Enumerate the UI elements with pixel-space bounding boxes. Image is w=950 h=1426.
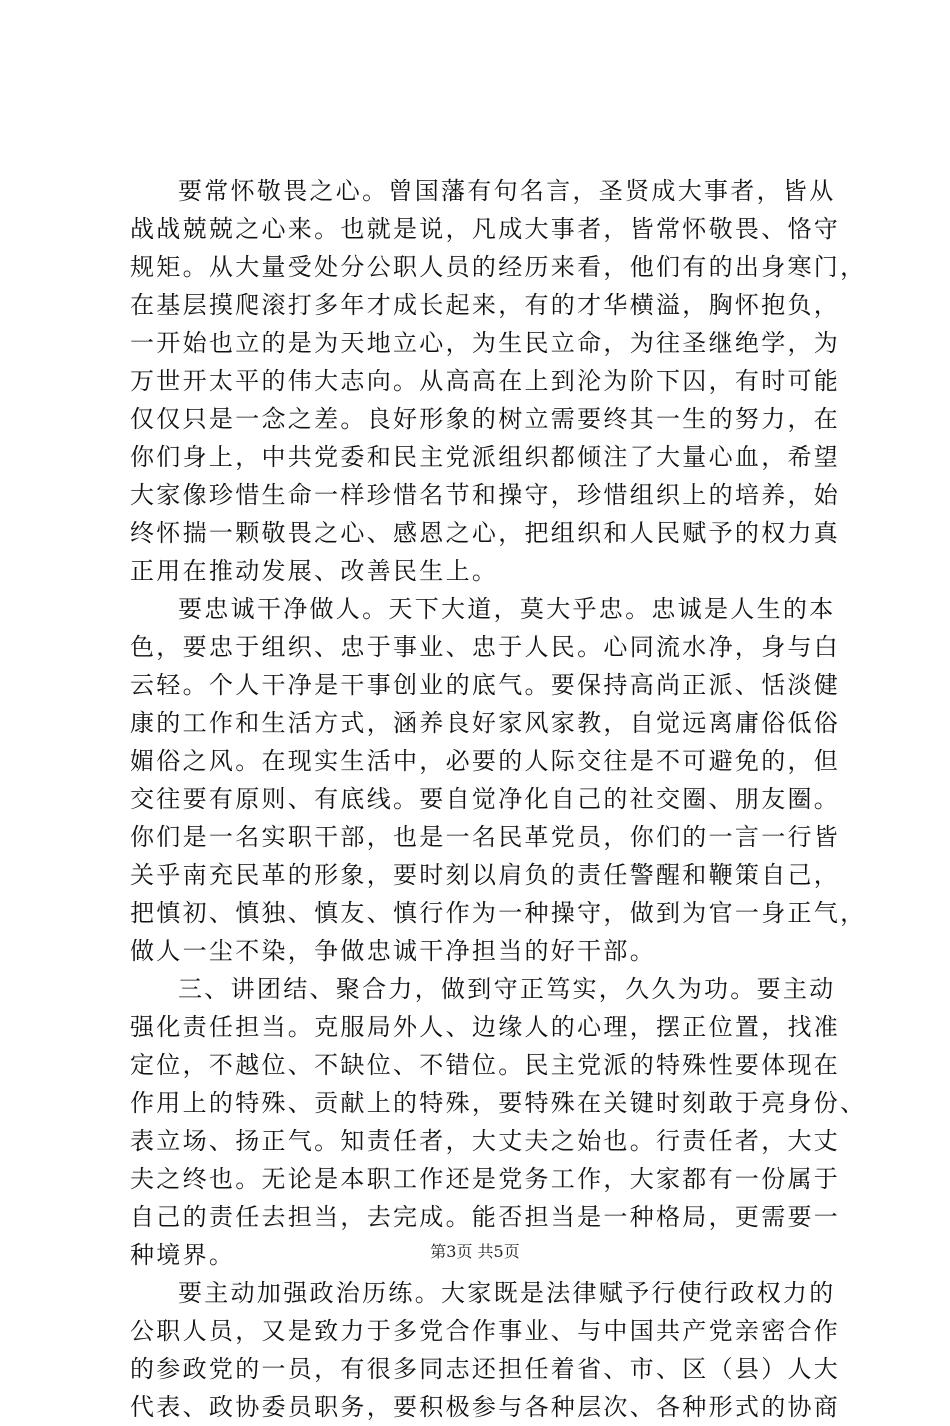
text-line: 大家像珍惜生命一样珍惜名节和操守，珍惜组织上的培养，始 bbox=[130, 481, 841, 509]
text-line: 万世开太平的伟大志向。从高高在上到沦为阶下囚，有时可能 bbox=[130, 367, 841, 395]
text-line: 表立场、扬正气。知责任者，大丈夫之始也。行责任者，大丈 bbox=[130, 1127, 841, 1155]
text-line: 代表、政协委员职务，要积极参与各种层次、各种形式的协商 bbox=[130, 1393, 841, 1421]
text-line: 终怀揣一颗敬畏之心、感恩之心，把组织和人民赋予的权力真 bbox=[130, 519, 841, 547]
text-line: 正用在推动发展、改善民生上。 bbox=[130, 557, 499, 585]
text-line: 你们是一名实职干部，也是一名民革党员，你们的一言一行皆 bbox=[130, 823, 841, 851]
text-line: 关乎南充民革的形象，要时刻以肩负的责任警醒和鞭策自己， bbox=[130, 861, 841, 889]
text-line: 要常怀敬畏之心。曾国藩有句名言，圣贤成大事者，皆从 bbox=[178, 177, 836, 205]
text-line: 要主动加强政治历练。大家既是法律赋予行使行政权力的 bbox=[178, 1279, 836, 1307]
text-line: 三、讲团结、聚合力，做到守正笃实，久久为功。要主动 bbox=[178, 975, 836, 1003]
text-line: 仅仅只是一念之差。良好形象的树立需要终其一生的努力，在 bbox=[130, 405, 841, 433]
text-line: 自己的责任去担当，去完成。能否担当是一种格局，更需要一 bbox=[130, 1203, 841, 1231]
text-line: 规矩。从大量受处分公职人员的经历来看，他们有的出身寒门， bbox=[130, 253, 867, 281]
text-line: 媚俗之风。在现实生活中，必要的人际交往是不可避免的，但 bbox=[130, 747, 841, 775]
text-line: 你们身上，中共党委和民主党派组织都倾注了大量心血，希望 bbox=[130, 443, 841, 471]
text-line: 做人一尘不染，争做忠诚干净担当的好干部。 bbox=[130, 937, 656, 965]
text-line: 要忠诚干净做人。天下大道，莫大乎忠。忠诚是人生的本 bbox=[178, 595, 836, 623]
text-line: 的参政党的一员，有很多同志还担任着省、市、区（县）人大 bbox=[130, 1355, 841, 1383]
text-line: 色，要忠于组织、忠于事业、忠于人民。心同流水净，身与白 bbox=[130, 633, 841, 661]
text-line: 云轻。个人干净是干事创业的底气。要保持高尚正派、恬淡健 bbox=[130, 671, 841, 699]
text-line: 把慎初、慎独、慎友、慎行作为一种操守，做到为官一身正气， bbox=[130, 899, 867, 927]
text-line: 种境界。 bbox=[130, 1241, 236, 1269]
page-footer: 第3页 共5页 bbox=[430, 1242, 520, 1261]
text-line: 定位，不越位、不缺位、不错位。民主党派的特殊性要体现在 bbox=[130, 1051, 841, 1079]
text-line: 战战兢兢之心来。也就是说，凡成大事者，皆常怀敬畏、恪守 bbox=[130, 215, 841, 243]
text-line: 在基层摸爬滚打多年才成长起来，有的才华横溢，胸怀抱负， bbox=[130, 291, 841, 319]
text-line: 强化责任担当。克服局外人、边缘人的心理，摆正位置，找准 bbox=[130, 1013, 841, 1041]
text-line: 康的工作和生活方式，涵养良好家风家教，自觉远离庸俗低俗 bbox=[130, 709, 841, 737]
text-line: 夫之终也。无论是本职工作还是党务工作，大家都有一份属于 bbox=[130, 1165, 841, 1193]
text-line: 作用上的特殊、贡献上的特殊，要特殊在关键时刻敢于亮身份、 bbox=[130, 1089, 867, 1117]
text-line: 公职人员，又是致力于多党合作事业、与中国共产党亲密合作 bbox=[130, 1317, 841, 1345]
text-line: 交往要有原则、有底线。要自觉净化自己的社交圈、朋友圈。 bbox=[130, 785, 841, 813]
body-text bbox=[130, 172, 867, 1426]
text-line: 一开始也立的是为天地立心，为生民立命，为往圣继绝学，为 bbox=[130, 329, 841, 357]
